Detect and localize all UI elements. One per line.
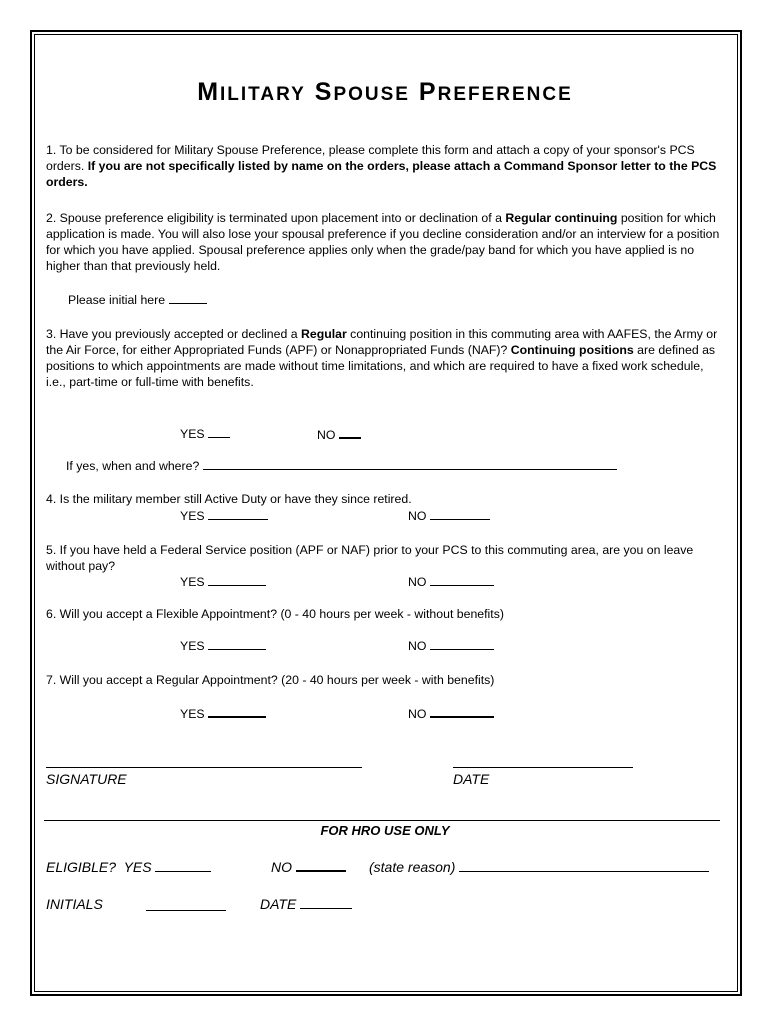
- item-5-question: 5. If you have held a Federal Service position (APF or NAF) prior to your PCS to this commuting area, are you on leave without pay?: [46, 543, 694, 573]
- item-4-no: [408, 508, 490, 524]
- hro-initials-label: INITIALS: [46, 896, 103, 912]
- eligible-no-field[interactable]: [296, 859, 346, 872]
- yes-label: YES: [180, 639, 205, 653]
- eligible-yes-field[interactable]: [155, 860, 211, 872]
- yes-label: YES: [180, 509, 205, 523]
- item-1-paragraph: 1. To be considered for Military Spouse Preference, please complete this form and attach a copy of your sponsor's PCS orders. If you are not specifically listed by name on the orders, please attach a Command Sponsor letter to the PCS orders.: [46, 143, 717, 189]
- item-6-no: [408, 638, 494, 654]
- item-3-no: [317, 426, 361, 443]
- item-5-no-field[interactable]: [430, 574, 494, 586]
- hro-heading: FOR HRO USE ONLY: [320, 823, 450, 838]
- item-4-question: 4. Is the military member still Active Duty or have they since retired.: [46, 492, 412, 506]
- eligible-yes-label: YES: [123, 859, 152, 875]
- hro-eligible-no-row: [271, 859, 346, 875]
- item-6-no-field[interactable]: [430, 638, 494, 650]
- item-7-question: 7. Will you accept a Regular Appointment? (20 - 40 hours per week - with benefits): [46, 673, 495, 687]
- item-5-yes: [180, 574, 266, 590]
- signature-date-label: DATE: [453, 771, 490, 787]
- no-label: NO: [317, 428, 336, 442]
- yes-label: YES: [180, 427, 205, 441]
- hro-date-field[interactable]: [300, 897, 352, 909]
- item-6-yes-field[interactable]: [208, 638, 266, 650]
- hro-initials-field[interactable]: [146, 910, 226, 911]
- hro-reason-row: [369, 859, 709, 875]
- item-7-no-field[interactable]: [430, 705, 494, 718]
- item-3-when-where: [66, 458, 617, 474]
- item-3-yes: [180, 426, 230, 442]
- no-label: NO: [408, 509, 427, 523]
- item-7-yes: [180, 705, 266, 722]
- eligible-no-label: NO: [271, 859, 292, 875]
- item-4-yes: [180, 508, 268, 524]
- item-6-yes: [180, 638, 266, 654]
- yes-label: YES: [180, 575, 205, 589]
- item-7-no: [408, 705, 494, 722]
- no-label: NO: [408, 575, 427, 589]
- initial-row: [68, 292, 207, 308]
- when-where-field[interactable]: [203, 458, 617, 470]
- initial-label: Please initial here: [68, 293, 166, 307]
- signature-label: SIGNATURE: [46, 771, 127, 787]
- item-7-yes-field[interactable]: [208, 705, 266, 718]
- item-4-yes-field[interactable]: [208, 508, 268, 520]
- hro-date-row: [260, 896, 352, 912]
- item-4-no-field[interactable]: [430, 508, 490, 520]
- state-reason-label: (state reason): [369, 859, 456, 875]
- initial-field[interactable]: [169, 292, 207, 304]
- no-label: NO: [408, 707, 427, 721]
- hro-date-label: DATE: [260, 896, 297, 912]
- item-5-yes-field[interactable]: [208, 574, 266, 586]
- signature-date-line[interactable]: [453, 767, 633, 768]
- hro-eligible-row: [46, 859, 211, 875]
- eligible-label: ELIGIBLE?: [46, 859, 117, 875]
- when-where-label: If yes, when and where?: [66, 459, 200, 473]
- hro-divider: [44, 820, 720, 821]
- signature-line[interactable]: [46, 767, 362, 768]
- item-2-paragraph: 2. Spouse preference eligibility is terminated upon placement into or declination of a Regular continuing position for which application is made. You will also lose your spousal preference if you decline consideration and/or an interview for a position for which you have applied. Spousal preference applies only when the grade/pay band for which you have applied is no higher than that previously held.: [46, 211, 720, 273]
- item-5-no: [408, 574, 494, 590]
- item-6-question: 6. Will you accept a Flexible Appointment? (0 - 40 hours per week - without benefits): [46, 607, 504, 621]
- item-3-no-field[interactable]: [339, 426, 361, 439]
- state-reason-field[interactable]: [459, 860, 709, 872]
- form-title: MILITARY SPOUSE PREFERENCE: [197, 78, 573, 106]
- yes-label: YES: [180, 707, 205, 721]
- no-label: NO: [408, 639, 427, 653]
- item-3-paragraph: 3. Have you previously accepted or declined a Regular continuing position in this commuting area with AAFES, the Army or the Air Force, for either Appropriated Funds (APF) or Nonappropriated Funds (NAF)? Continuing positions are defined as positions to which appointments are made without time limitations, and which are required to have a fixed work schedule, i.e., part-time or full-time with benefits.: [46, 327, 718, 389]
- item-3-yes-field[interactable]: [208, 426, 230, 438]
